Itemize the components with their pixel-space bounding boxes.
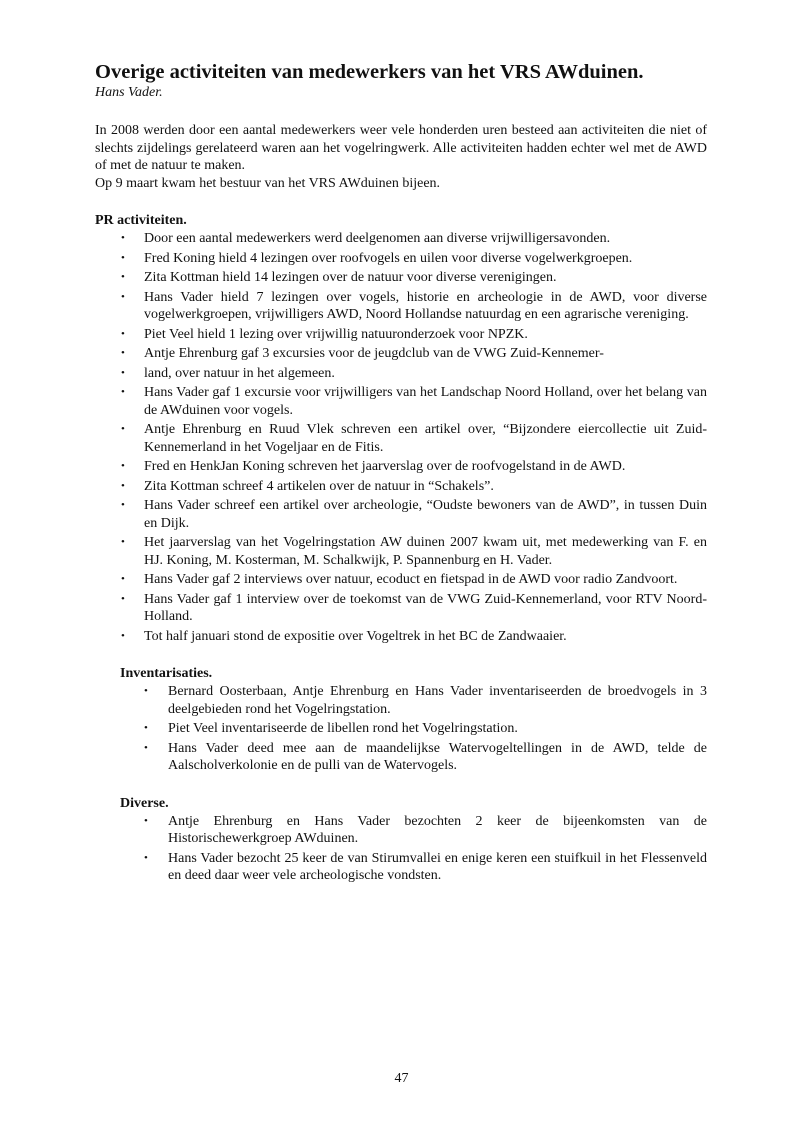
author: Hans Vader. xyxy=(95,85,163,100)
bullet-icon: • xyxy=(121,366,125,379)
bullet-icon: • xyxy=(144,722,148,734)
bullet-list xyxy=(95,230,707,645)
section-heading: Inventarisaties. xyxy=(120,666,213,681)
bullet-icon: • xyxy=(121,592,125,605)
section-heading: Diverse. xyxy=(120,795,169,811)
list-item: • Zita Kottman hield 14 lezingen over de natuur voor diverse verenigingen. xyxy=(121,270,557,285)
bullet-icon: • xyxy=(121,629,125,642)
section-pr xyxy=(95,212,707,645)
list-item: • Piet Veel hield 1 lezing over vrijwillig natuuronderzoek voor NPZK. xyxy=(121,326,528,342)
list-item: • land, over natuur in het algemeen. xyxy=(121,365,335,381)
list-item: • Zita Kottman schreef 4 artikelen over de natuur in “Schakels”. xyxy=(121,478,494,494)
bullet-icon: • xyxy=(121,251,125,264)
section-heading: PR activiteiten. xyxy=(95,213,187,228)
bullet-icon: • xyxy=(121,271,125,283)
bullet-icon: • xyxy=(144,814,148,827)
section-diverse xyxy=(120,795,707,885)
list-item: • Hans Vader gaf 2 interviews over natuur, ecoduct en fietspad in de AWD voor radio Zandvoort. xyxy=(121,572,678,587)
bullet-icon: • xyxy=(121,460,125,472)
bullet-icon: • xyxy=(121,423,125,435)
bullet-icon: • xyxy=(144,685,148,697)
list-item: • Hans Vader hield 7 lezingen over vogels, historie en archeologie in de AWD, voor diverse vogelwerkgroepen, vrijwilligers AWD, Noord Hollandse natuurdag en een agrarische vereniging. xyxy=(121,289,707,322)
list-item: • Bernard Oosterbaan, Antje Ehrenburg en Hans Vader inventariseerden de broedvogels in 3 deelgebieden rond het Vogelringstation. xyxy=(144,684,707,717)
list-item: • Hans Vader schreef een artikel over archeologie, “Oudste bewoners van de AWD”, in tussen Duin en Dijk. xyxy=(121,498,707,531)
list-item: • Hans Vader gaf 1 excursie voor vrijwilligers van het Landschap Noord Holland, over het belang van de AWduinen voor vogels. xyxy=(121,385,707,418)
intro-paragraph: In 2008 werden door een aantal medewerkers weer vele honderden uren besteed aan activiteiten die niet of slechts zijdelings gerelateerd waren aan het vogelringwerk. Alle activiteiten hadden echter wel met de AWD of met de natuur te maken. xyxy=(95,123,707,173)
bullet-list xyxy=(120,813,707,885)
page-number: 47 xyxy=(394,1071,409,1086)
bullet-icon: • xyxy=(121,290,125,303)
list-item: • Door een aantal medewerkers werd deelgenomen aan diverse vrijwilligersavonden. xyxy=(121,231,611,246)
bullet-list xyxy=(120,683,707,775)
bullet-icon: • xyxy=(144,851,148,864)
page-content xyxy=(95,60,707,905)
bullet-icon: • xyxy=(121,573,125,585)
list-item: • Antje Ehrenburg gaf 3 excursies voor de jeugdclub van de VWG Zuid-Kennemer- xyxy=(121,346,604,361)
list-item: • Fred en HenkJan Koning schreven het jaarverslag over de roofvogelstand in de AWD. xyxy=(121,459,626,474)
list-item: • Piet Veel inventariseerde de libellen rond het Vogelringstation. xyxy=(144,721,518,736)
page-title: Overige activiteiten van medewerkers van het VRS AWduinen. xyxy=(95,61,644,83)
list-item: • Het jaarverslag van het Vogelringstation AW duinen 2007 kwam uit, met medewerking van F. en HJ. Koning, M. Kosterman, M. Schalkwijk, P. Spannenburg en H. Vader. xyxy=(121,535,707,568)
list-item: • Antje Ehrenburg en Ruud Vlek schreven een artikel over, “Bijzondere eiercollectie uit Zuid-Kennemerland in het Vogeljaar en de Fitis. xyxy=(121,422,707,455)
list-item: • Hans Vader bezocht 25 keer de van Stirumvallei en enige keren een stuifkuil in het Flessenveld en deed daar weer vele archeologische vondsten. xyxy=(144,850,707,883)
bullet-icon: • xyxy=(121,232,125,244)
bullet-icon: • xyxy=(121,479,125,492)
list-item: • Tot half januari stond de expositie over Vogeltrek in het BC de Zandwaaier. xyxy=(121,628,567,644)
intro-paragraph: Op 9 maart kwam het bestuur van het VRS AWduinen bijeen. xyxy=(95,175,441,191)
bullet-icon: • xyxy=(121,347,125,359)
bullet-icon: • xyxy=(121,386,125,398)
list-item: • Fred Koning hield 4 lezingen over roofvogels en uilen voor diverse vogelwerkgroepen. xyxy=(121,250,633,266)
bullet-icon: • xyxy=(121,499,125,511)
bullet-icon: • xyxy=(121,536,125,548)
list-item: • Hans Vader deed mee aan de maandelijkse Watervogeltellingen in de AWD, telde de Aalscholverkolonie en de pulli van de Watervogels. xyxy=(144,740,707,773)
section-inventarisaties xyxy=(120,665,707,775)
bullet-icon: • xyxy=(121,327,125,340)
list-item: • Antje Ehrenburg en Hans Vader bezochten 2 keer de bijeenkomsten van de Historischewerkgroep AWduinen. xyxy=(144,813,707,846)
bullet-icon: • xyxy=(144,741,148,754)
list-item: • Hans Vader gaf 1 interview over de toekomst van de VWG Zuid-Kennemerland, voor RTV Noord-Holland. xyxy=(121,591,707,624)
